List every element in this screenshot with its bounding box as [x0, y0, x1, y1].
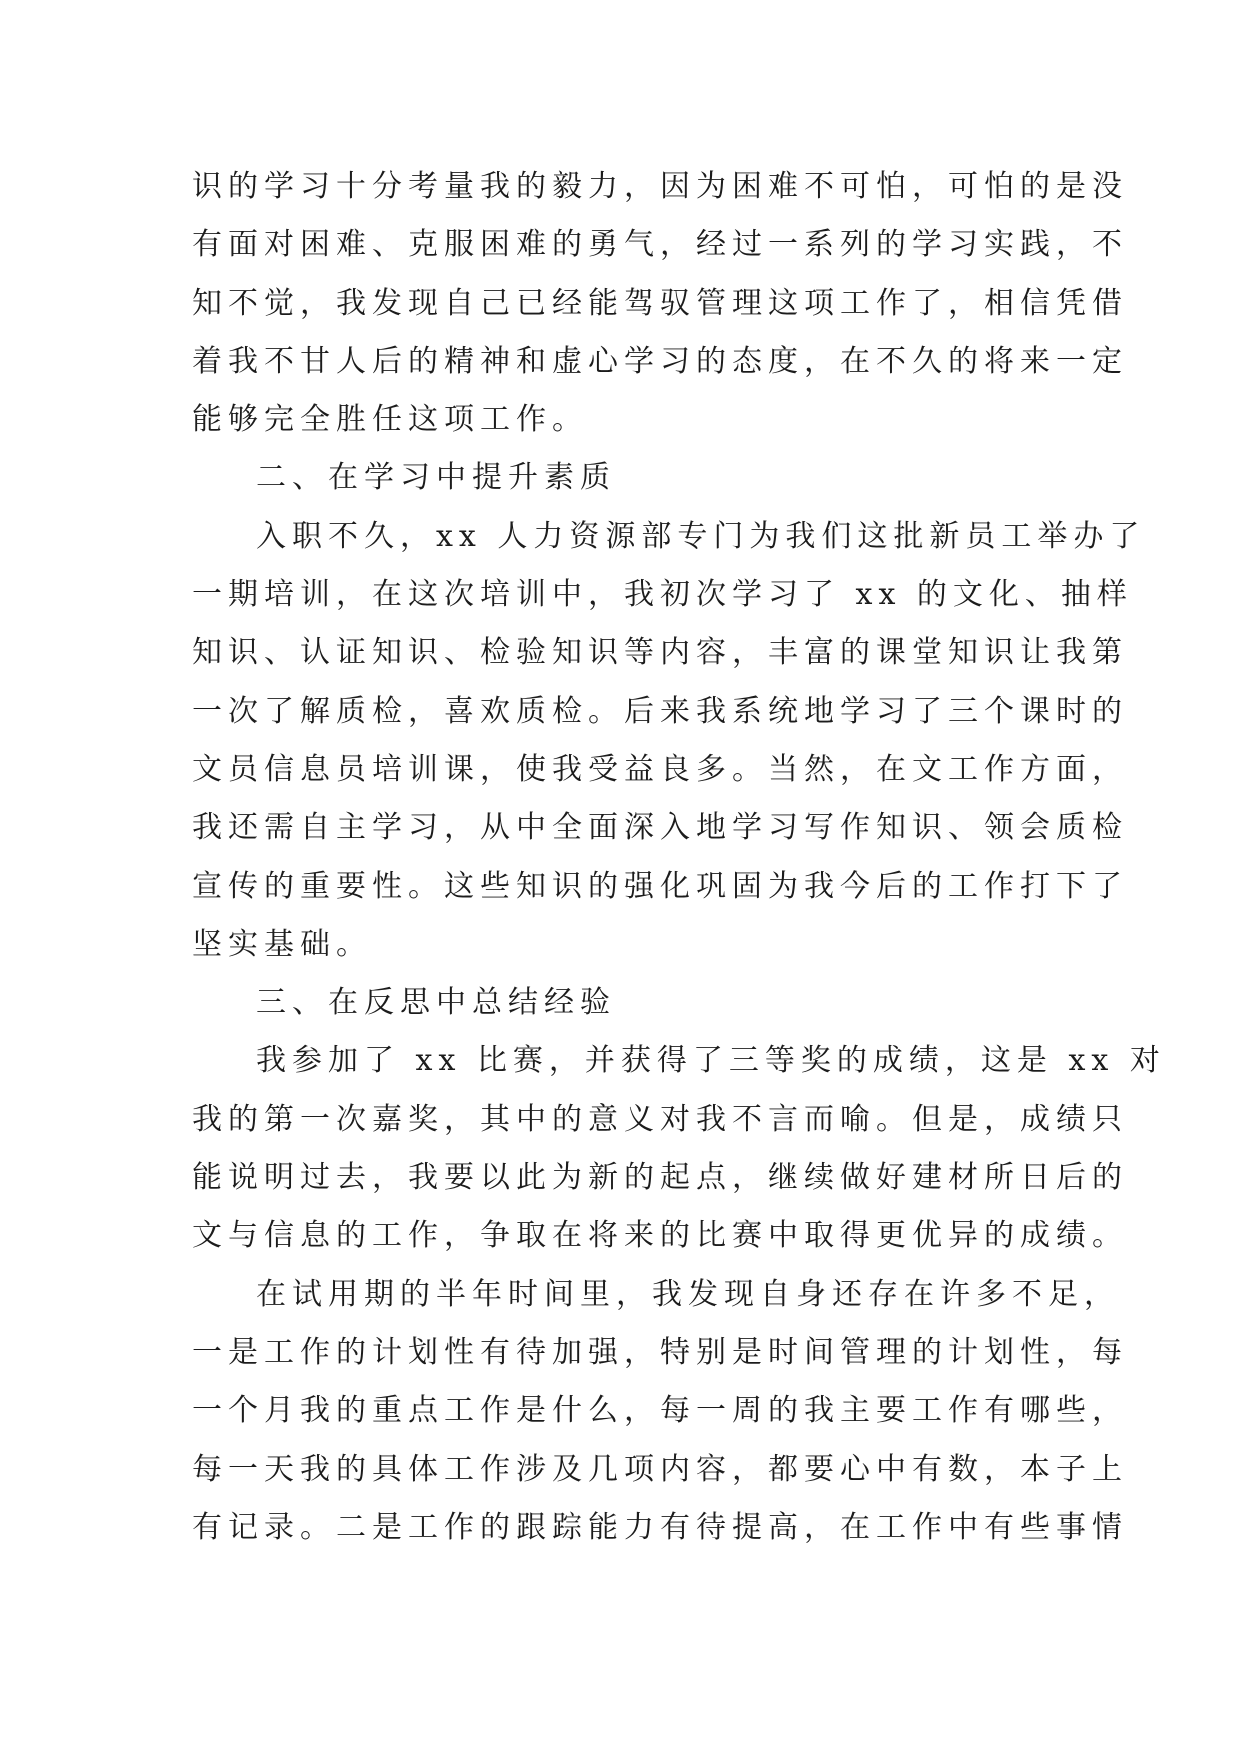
text-line: 入职不久，xx 人力资源部专门为我们这批新员工举办了: [256, 518, 1146, 554]
text-line: 宣传的重要性。这些知识的强化巩固为我今后的工作打下了: [192, 868, 1128, 904]
text-line: 一是工作的计划性有待加强，特别是时间管理的计划性，每: [192, 1334, 1128, 1370]
text-line: 每一天我的具体工作涉及几项内容，都要心中有数，本子上: [192, 1451, 1128, 1487]
text-line: 我还需自主学习，从中全面深入地学习写作知识、领会质检: [192, 810, 1128, 846]
text-line: 一期培训，在这次培训中，我初次学习了 xx 的文化、抽样: [192, 577, 1133, 613]
text-line: 有记录。二是工作的跟踪能力有待提高，在工作中有些事情: [192, 1509, 1128, 1545]
text-line: 一个月我的重点工作是什么，每一周的我主要工作有哪些，: [192, 1393, 1128, 1429]
text-line: 坚实基础。: [192, 926, 372, 962]
text-line: 在试用期的半年时间里，我发现自身还存在许多不足，: [256, 1276, 1120, 1312]
text-line: 有面对困难、克服困难的勇气，经过一系列的学习实践，不: [192, 227, 1128, 263]
text-line: 识的学习十分考量我的毅力，因为困难不可怕，可怕的是没: [192, 169, 1128, 204]
text-line: 一次了解质检，喜欢质检。后来我系统地学习了三个课时的: [192, 693, 1128, 729]
text-line: 知识、认证知识、检验知识等内容，丰富的课堂知识让我第: [192, 635, 1128, 671]
text-line: 能说明过去，我要以此为新的起点，继续做好建材所日后的: [192, 1160, 1128, 1196]
section-heading-2: 二、在学习中提升素质: [256, 460, 616, 496]
text-line: 着我不甘人后的精神和虚心学习的态度，在不久的将来一定: [192, 343, 1128, 379]
text-line: 我参加了 xx 比赛，并获得了三等奖的成绩，这是 xx 对: [256, 1043, 1166, 1079]
text-line: 能够完全胜任这项工作。: [192, 402, 588, 438]
text-line: 我的第一次嘉奖，其中的意义对我不言而喻。但是，成绩只: [192, 1101, 1128, 1137]
text-line: 文员信息员培训课，使我受益良多。当然，在文工作方面，: [192, 751, 1128, 787]
text-line: 文与信息的工作，争取在将来的比赛中取得更优异的成绩。: [192, 1218, 1128, 1254]
section-heading-3: 三、在反思中总结经验: [256, 985, 616, 1021]
document-body: [192, 158, 1166, 1557]
text-line: 知不觉，我发现自己已经能驾驭管理这项工作了，相信凭借: [192, 285, 1128, 321]
